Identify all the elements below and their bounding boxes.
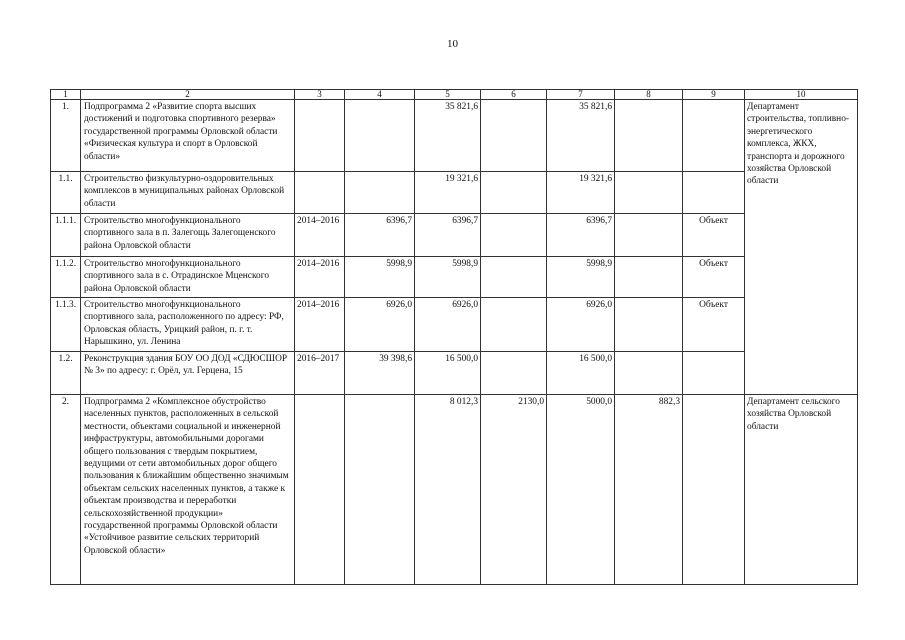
header-cell: 4 (345, 90, 415, 100)
row-name: Строительство многофункционального спортивного зала в п. Залегощь Залегощенского района Орловской области (81, 214, 295, 257)
header-row (51, 90, 858, 100)
row-name: Подпрограмма 2 «Комплексное обустройство населенных пунктов, расположенных в сельской местности, объектами социальной и инженерной инфраструктуры, автомобильными дорогами общего пользования с твердым покрытием, ведущими от сети автомобильных дорог общего пользования к ближайшим общественно значимым объектам сельских населенных пунктов, а также к объектам производства и переработки сельскохозяйственной продукции» государственной программы Орловской области «Устойчивое развитие сельских территорий Орловской области» (81, 395, 295, 585)
row-col9: Объект (683, 257, 745, 298)
table-row (51, 352, 858, 395)
header-cell: 2 (81, 90, 295, 100)
row-col5: 16 500,0 (415, 352, 481, 395)
row-col9 (683, 172, 745, 214)
row-col5: 5998,9 (415, 257, 481, 298)
row-col4 (345, 395, 415, 585)
row-col5: 6396,7 (415, 214, 481, 257)
row-years (295, 395, 345, 585)
row-col8: 882,3 (615, 395, 683, 585)
row-years (295, 100, 345, 172)
row-col4 (345, 172, 415, 214)
program-table (50, 89, 858, 585)
row-name: Подпрограмма 2 «Развитие спорта высших достижений и подготовка спортивного резерва» государственной программы Орловской области «Физическая культура и спорт в Орловской области» (81, 100, 295, 172)
header-cell: 1 (51, 90, 81, 100)
row-col6: 2130,0 (481, 395, 547, 585)
row-col7: 35 821,6 (547, 100, 615, 172)
table-row (51, 257, 858, 298)
row-col7: 16 500,0 (547, 352, 615, 395)
row-col4 (345, 100, 415, 172)
row-col5: 19 321,6 (415, 172, 481, 214)
row-col6 (481, 257, 547, 298)
row-years: 2014–2016 (295, 214, 345, 257)
row-col4: 39 398,6 (345, 352, 415, 395)
row-col8 (615, 214, 683, 257)
row-col6 (481, 214, 547, 257)
row-name: Реконструкция здания БОУ ОО ДОД «СДЮСШОР № 3» по адресу: г. Орёл, ул. Герцена, 15 (81, 352, 295, 395)
row-col8 (615, 257, 683, 298)
row-col5: 8 012,3 (415, 395, 481, 585)
row-col4: 6926,0 (345, 298, 415, 352)
table-row (51, 214, 858, 257)
row-col9: Объект (683, 214, 745, 257)
header-cell: 3 (295, 90, 345, 100)
header-cell: 6 (481, 90, 547, 100)
table-row (51, 100, 858, 172)
row-col4: 6396,7 (345, 214, 415, 257)
row-col4: 5998,9 (345, 257, 415, 298)
header-cell: 10 (745, 90, 858, 100)
row-years (295, 172, 345, 214)
page-number: 10 (447, 38, 458, 50)
header-cell: 8 (615, 90, 683, 100)
row-col6 (481, 298, 547, 352)
row-name: Строительство многофункционального спортивного зала в с. Отрадинское Мценского района Орловской области (81, 257, 295, 298)
row-number: 1. (51, 100, 81, 172)
row-name: Строительство многофункционального спортивного зала, расположенного по адресу: РФ, Орловская область, Урицкий район, п. г. т. Нарышкино, ул. Ленина (81, 298, 295, 352)
row-col7: 6926,0 (547, 298, 615, 352)
header-cell: 5 (415, 90, 481, 100)
row-years: 2014–2016 (295, 257, 345, 298)
row-col8 (615, 172, 683, 214)
row-years: 2016–2017 (295, 352, 345, 395)
row-col6 (481, 100, 547, 172)
header-cell: 7 (547, 90, 615, 100)
row-col6 (481, 352, 547, 395)
row-col9 (683, 395, 745, 585)
row-col9 (683, 352, 745, 395)
row-col7: 19 321,6 (547, 172, 615, 214)
table-row (51, 172, 858, 214)
header-cell: 9 (683, 90, 745, 100)
row-number: 1.1.1. (51, 214, 81, 257)
responsible-dept-2: Департамент сельского хозяйства Орловской области (745, 395, 858, 585)
row-col8 (615, 100, 683, 172)
row-name: Строительство физкультурно-оздоровительных комплексов в муниципальных районах Орловской области (81, 172, 295, 214)
table-row (51, 395, 858, 585)
row-col7: 6396,7 (547, 214, 615, 257)
row-col5: 35 821,6 (415, 100, 481, 172)
row-col5: 6926,0 (415, 298, 481, 352)
row-col9: Объект (683, 298, 745, 352)
row-col8 (615, 298, 683, 352)
row-col7: 5000,0 (547, 395, 615, 585)
row-number: 1.2. (51, 352, 81, 395)
row-number: 2. (51, 395, 81, 585)
responsible-dept-1: Департамент строительства, топливно-энергетического комплекса, ЖКХ, транспорта и дорожного хозяйства Орловской области (745, 100, 858, 395)
row-col8 (615, 352, 683, 395)
row-number: 1.1.2. (51, 257, 81, 298)
row-number: 1.1. (51, 172, 81, 214)
row-col7: 5998,9 (547, 257, 615, 298)
row-years: 2014–2016 (295, 298, 345, 352)
row-col6 (481, 172, 547, 214)
row-col9 (683, 100, 745, 172)
table-row (51, 298, 858, 352)
row-number: 1.1.3. (51, 298, 81, 352)
